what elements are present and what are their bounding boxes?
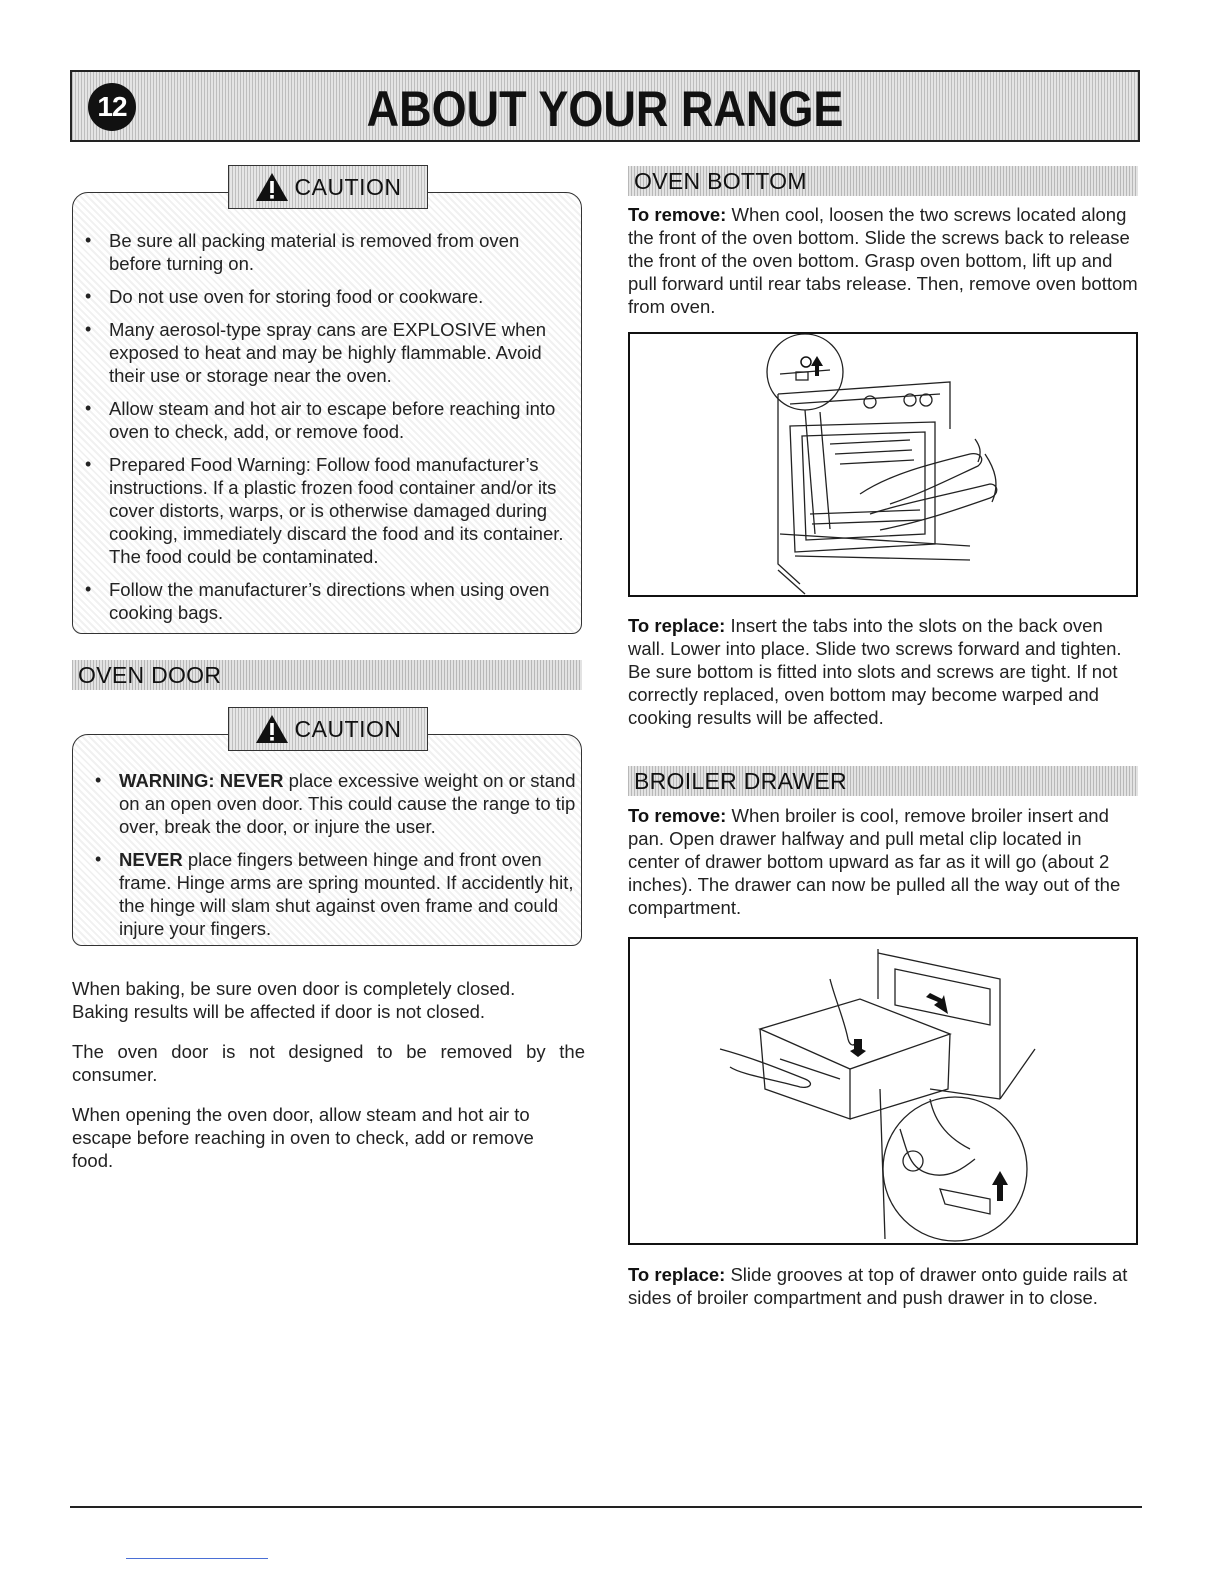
caution-item	[83, 848, 579, 940]
oven-door-caution-list	[83, 769, 579, 950]
oven-bottom-heading-bar	[628, 166, 1138, 196]
oven-door-paragraph: When baking, be sure oven door is completely closed. Baking results will be affected if door is not closed.	[72, 978, 516, 1022]
oven-door-caution-box	[72, 734, 582, 946]
broiler-drawer-replace-text	[628, 1263, 1143, 1309]
warning-lead: NEVER	[119, 849, 183, 870]
warning-text: place excessive weight on or stand on an open oven door. This could cause the range to tip over, break the door, or injure the user.	[119, 770, 576, 837]
page-title: ABOUT YOUR RANGE	[366, 81, 844, 137]
broiler-drawer-illustration	[628, 937, 1138, 1245]
remove-lead: To remove:	[628, 805, 727, 826]
broiler-drawer-drawing	[630, 939, 1136, 1243]
caution-label: CAUTION	[294, 173, 402, 200]
oven-door-paragraph: When opening the oven door, allow steam and hot air to escape before reaching in oven to check, add or remove food.	[72, 1104, 534, 1171]
footer-link-underline	[126, 1558, 268, 1559]
caution-item	[83, 769, 579, 838]
warning-text: place fingers between hinge and front oven frame. Hinge arms are spring mounted. If accidently hit, the hinge will slam shut against oven frame and could injure your fingers.	[119, 849, 574, 939]
warning-lead: WARNING: NEVER	[119, 770, 284, 791]
caution-label-tab	[228, 165, 428, 209]
remove-body: When broiler is cool, remove broiler insert and pan. Open drawer halfway and pull metal clip located in center of drawer bottom upward as far as it will go (about 2 inches). The drawer can now be pulled all the way out of the compartment.	[628, 805, 1121, 918]
oven-bottom-remove-text	[628, 203, 1138, 318]
oven-bottom-drawing	[630, 334, 1136, 595]
caution-label-tab	[228, 707, 428, 751]
oven-door-heading-bar	[72, 660, 582, 690]
caution-item: • Allow steam and hot air to escape before reaching into oven to check, add, or remove food.	[73, 397, 573, 443]
broiler-drawer-heading: BROILER DRAWER	[634, 768, 847, 794]
replace-lead: To replace:	[628, 615, 726, 636]
warning-triangle-icon	[255, 172, 289, 202]
broiler-drawer-remove-text	[628, 804, 1138, 919]
oven-bottom-heading: OVEN BOTTOM	[634, 168, 807, 194]
general-caution-box	[72, 192, 582, 634]
caution-item: • Follow the manufacturer’s directions when using oven cooking bags.	[73, 578, 573, 624]
replace-lead: To replace:	[628, 1264, 726, 1285]
caution-label: CAUTION	[294, 715, 402, 742]
oven-bottom-illustration	[628, 332, 1138, 597]
oven-bottom-replace-text	[628, 614, 1143, 729]
oven-door-heading: OVEN DOOR	[78, 662, 222, 688]
remove-body: When cool, loosen the two screws located along the front of the oven bottom. Slide the screws back to release the front of the oven bottom. Grasp oven bottom, lift up and pull forward until rear tabs release. Then, remove oven bottom from oven.	[628, 204, 1138, 317]
caution-item: • Many aerosol-type spray cans are EXPLOSIVE when exposed to heat and may be highly flammable. Avoid their use or storage near the oven.	[73, 318, 573, 387]
page-number-badge: 12	[88, 83, 136, 131]
broiler-drawer-heading-bar	[628, 766, 1138, 796]
oven-door-paragraph: The oven door is not designed to be removed by the consumer.	[72, 1041, 585, 1085]
caution-item: • Do not use oven for storing food or cookware.	[73, 285, 573, 308]
replace-body: Insert the tabs into the slots on the back oven wall. Lower into place. Slide two screws forward and tighten. Be sure bottom is fitted into slots and screws are tight. If not correctly replaced, oven bottom may become warped and cooking results will be affected.	[628, 615, 1122, 728]
replace-body: Slide grooves at top of drawer onto guide rails at sides of broiler compartment and push drawer in to close.	[628, 1264, 1128, 1308]
caution-item: • Prepared Food Warning: Follow food manufacturer’s instructions. If a plastic frozen food container and/or its cover distorts, warps, or is otherwise damaged during cooking, immediately discard the food and its container. The food could be contaminated.	[73, 453, 573, 568]
remove-lead: To remove:	[628, 204, 727, 225]
general-caution-list	[73, 229, 573, 634]
footer-rule	[70, 1506, 1142, 1508]
page-header	[70, 70, 1140, 142]
caution-item: • Be sure all packing material is removed from oven before turning on.	[73, 229, 573, 275]
warning-triangle-icon	[255, 714, 289, 744]
